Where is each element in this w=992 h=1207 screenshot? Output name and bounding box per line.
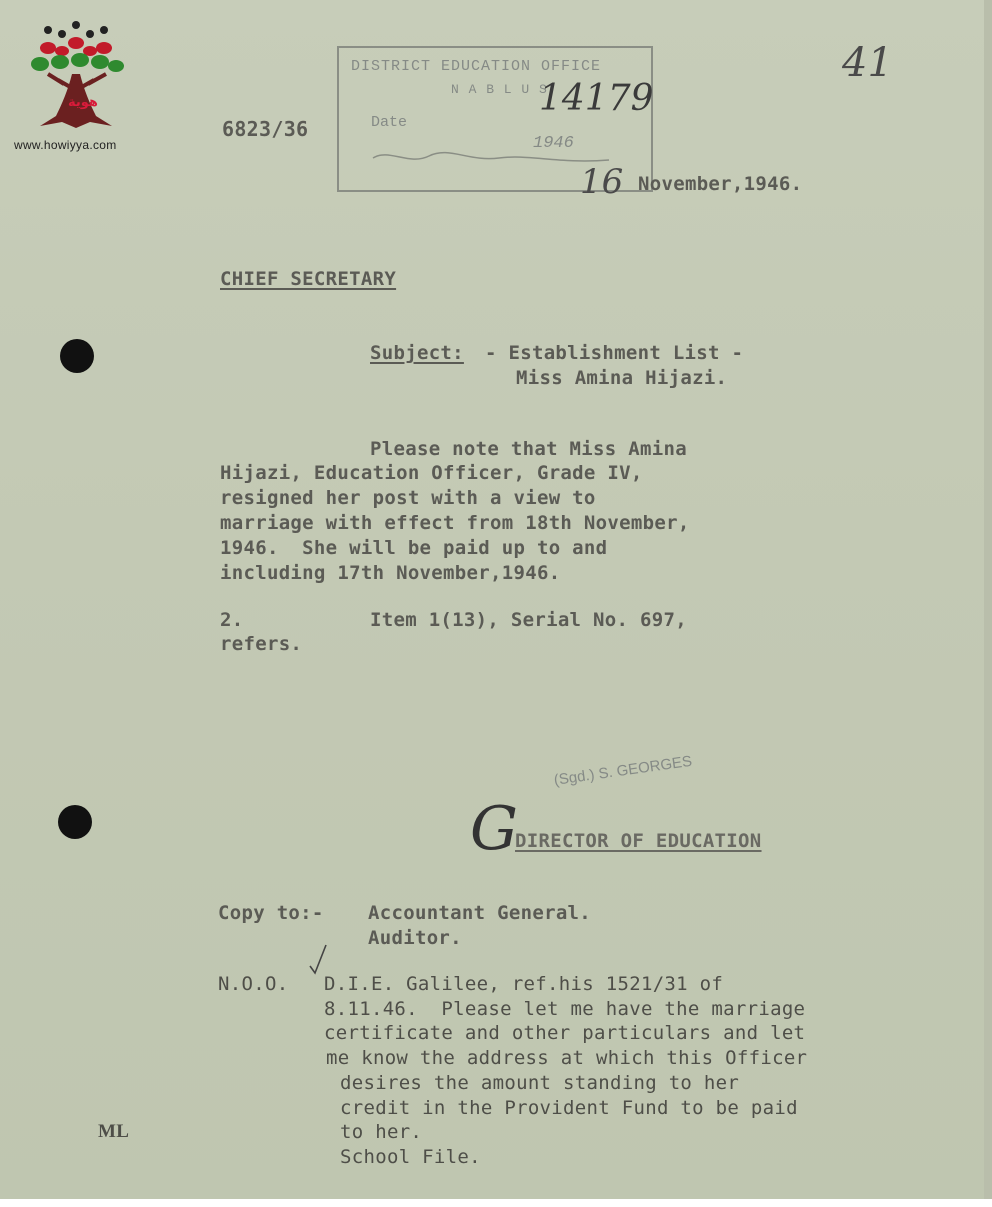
signature-initial: G	[470, 794, 518, 864]
punch-hole	[58, 805, 92, 839]
noo-line: D.I.E. Galilee, ref.his 1521/31 of	[324, 973, 724, 995]
date-line: November,1946.	[638, 173, 803, 195]
body-line: Please note that Miss Amina	[370, 438, 687, 460]
body-line: Hijazi, Education Officer, Grade IV,	[220, 462, 643, 484]
noo-line: to her.	[340, 1121, 423, 1143]
stamp-date-year: 1946	[533, 134, 574, 153]
howiyya-logo	[18, 18, 138, 158]
stamp-date-label: Date	[371, 114, 408, 131]
subject-line-1: - Establishment List -	[485, 342, 744, 364]
body-line: resigned her post with a view to	[220, 487, 596, 509]
stamp-place: N A B L U S	[451, 82, 548, 97]
page-edge	[984, 0, 992, 1207]
noo-label: N.O.O.	[218, 973, 289, 995]
folio-number: 41	[842, 40, 893, 86]
paragraph-number: 2.	[220, 609, 244, 631]
subject-label: Subject:	[370, 342, 464, 364]
body-line: marriage with effect from 18th November,	[220, 512, 690, 534]
noo-line: School File.	[340, 1146, 481, 1168]
page-edge-bottom	[0, 1199, 992, 1207]
date-day-handwritten: 16	[580, 162, 624, 202]
copy-recipient: Auditor.	[368, 927, 462, 949]
noo-line: certificate and other particulars and let	[324, 1022, 806, 1044]
body-line: including 17th November,1946.	[220, 562, 561, 584]
signature-title: DIRECTOR OF EDUCATION	[515, 830, 762, 852]
punch-hole	[60, 339, 94, 373]
tick-mark	[306, 942, 330, 976]
stamp-number: 14179	[539, 78, 654, 119]
body-line: Item 1(13), Serial No. 697,	[370, 609, 687, 631]
stamp-office: DISTRICT EDUCATION OFFICE	[351, 58, 602, 75]
body-line: refers.	[220, 633, 303, 655]
subject-line-2: Miss Amina Hijazi.	[516, 367, 728, 389]
copy-recipient: Accountant General.	[368, 902, 592, 924]
typist-initials: ML	[98, 1121, 130, 1142]
addressee: CHIEF SECRETARY	[220, 268, 397, 290]
file-reference: 6823/36	[222, 117, 309, 141]
noo-line: desires the amount standing to her	[340, 1072, 740, 1094]
body-line: 1946. She will be paid up to and	[220, 537, 608, 559]
noo-line: me know the address at which this Officer	[326, 1047, 808, 1069]
watermark-url: www.howiyya.com	[14, 138, 117, 152]
signature-stamp: (Sgd.) S. GEORGES	[552, 752, 694, 789]
noo-line: credit in the Provident Fund to be paid	[340, 1097, 798, 1119]
copy-to-label: Copy to:-	[218, 902, 324, 924]
watermark-arabic-mark: هوية	[68, 95, 98, 110]
noo-line: 8.11.46. Please let me have the marriage	[324, 998, 806, 1020]
